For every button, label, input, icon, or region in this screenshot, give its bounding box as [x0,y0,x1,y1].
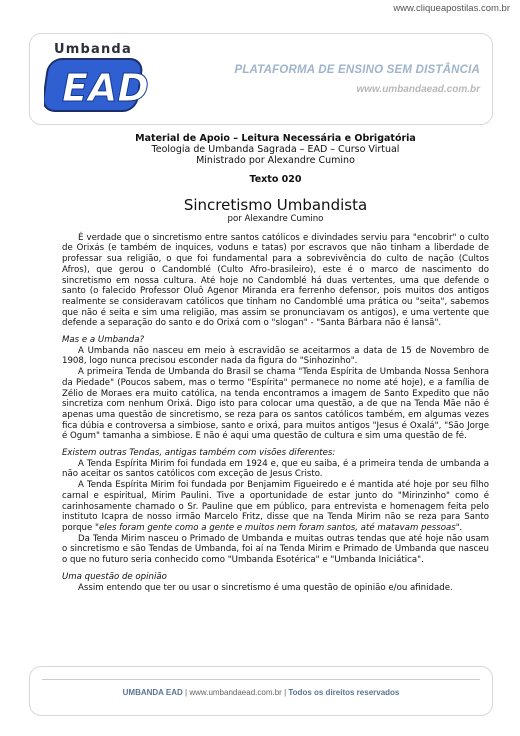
page-header [29,33,493,125]
footer-brand: UMBANDA EAD [122,688,183,697]
logo-word-main: EAD [62,66,149,110]
section-heading-outras-tendas: Existem outras Tendas, antigas também com visões diferentes: [62,448,336,459]
document-body [62,133,489,593]
footer-site-url: www.umbandaead.com.br [189,688,282,697]
platform-tagline: PLATAFORMA DE ENSINO SEM DISTÂNCIA [234,64,480,76]
article-title: Sincretismo Umbandista [183,195,368,214]
footer-divider [42,679,480,680]
paragraph-3: A primeira Tenda de Umbanda do Brasil se chama "Tenda Espírita de Umbanda Nossa Senhora da Piedade" (Poucos sabem, mas o termo "Espírita" permanece no nome até hoje), e a família de Zélio de Moraes era muito católica, na tenda encontramos a imagem de Santo Expedito que não sincretiza com nenhum Orixá. Digo isto para colocar uma questão, a de que na Tenda Mãe não é apenas uma questão de sincretismo, se reza para os santos católicos também, em algumas vezes fica dúbia e controversa a simbiose, santo e orixá, para muitos antigos "Jesus é Oxalá", "São Jorge é Ogum" tamanha a simbiose. E não é aqui uma questão de cultura e sim uma questão de fé. [62,367,489,442]
ministered-line: Ministrado por Alexandre Cumino [196,155,355,166]
paragraph-6: Da Tenda Mirim nasceu o Primado de Umbanda e muitas outras tendas que até hoje não usam o sincretismo e são Tendas de Umbanda, foi aí na Tenda Mirim e Primado de Umbanda que nasceu o que no futuro seria conhecido como "Umbanda Esotérica" e "Umbanda Iniciática". [62,533,489,566]
paragraph-1: É verdade que o sincretismo entre santos católicos e divindades serviu para "encobrir" o culto de Orixás (e também de inquices, voduns e tatas) por escravos que não tinham a liberdade de professar sua religião, o que foi fundamental para a sobrevivência do culto de nação (Cultos Afros), que gerou o Candomblé (Culto Afro-brasileiro), este é o marco de nascimento do sincretismo em nossa cultura. Até hoje no Candomblé há duas vertentes, uma que defende o santo (o falecido Professor Oluô Agenor Miranda era ferrenho defensor, pois muitos dos antigos realmente se consideravam católicos que tinham no Candomblé uma prática ou "seita", sabemos que não é seita e sim uma religião, mas assim se pronunciavam os antigos), e uma vertente que defende a separação do santo e do Orixá com o "slogan" - "Santa Bárbara não é Iansã". [62,232,489,329]
course-line: Teologia de Umbanda Sagrada – EAD – Curso Virtual [151,144,400,155]
section-heading-umbanda: Mas e a Umbanda? [62,335,145,346]
paragraph-5-text: A Tenda Espírita Mirim foi fundada por Benjamim Figueiredo e é mantida até hoje por seu filho carnal e espiritual, Mirim Paulini. Tive a oportunidade de estar junto do "Mirinzinho" como é carinhosamente chamado o Sr. Pauline que em público, para entrevista e homenagem feita pelo instituto Icapra de nosso irmão Marcelo Fritz, disse que na Tenda Mirim não se reza para Santo porque [62,480,489,533]
material-heading: Material de Apoio – Leitura Necessária e Obrigatória [135,133,416,144]
paragraph-5 [62,480,489,534]
section-heading-opiniao: Uma questão de opinião [62,571,167,582]
footer-text [30,688,492,697]
paragraph-7: Assim entendo que ter ou usar o sincretismo é uma questão de opinião e/ou afinidade. [78,582,453,593]
footer-separator: | [284,688,287,697]
paragraph-5-quote: "eles foram gente como a gente e muitos nem foram santos, até matavam pessoas". [95,522,463,533]
page-footer [29,666,493,716]
watermark-url: www.cliqueapostilas.com.br [393,3,510,14]
header-site-url: www.umbandaead.com.br [356,84,480,95]
footer-rights: Todos os direitos reservados [288,688,400,697]
article-author: por Alexandre Cumino [227,213,324,224]
logo-word-top: Umbanda [54,42,132,57]
umbanda-ead-logo [44,38,154,118]
paragraph-4: A Tenda Espírita Mirim foi fundada em 1924 e, que eu saiba, é a primeira tenda de umbanda a não aceitar os santos católicos com exceção de Jesus Cristo. [62,458,489,480]
text-number: Texto 020 [249,174,302,185]
footer-separator: | [185,688,188,697]
paragraph-2: A Umbanda não nasceu em meio à escravidão se aceitarmos a data de 15 de Novembro de 1908, logo nunca precisou esconder nada da figura do "Sinhozinho". [62,345,489,367]
